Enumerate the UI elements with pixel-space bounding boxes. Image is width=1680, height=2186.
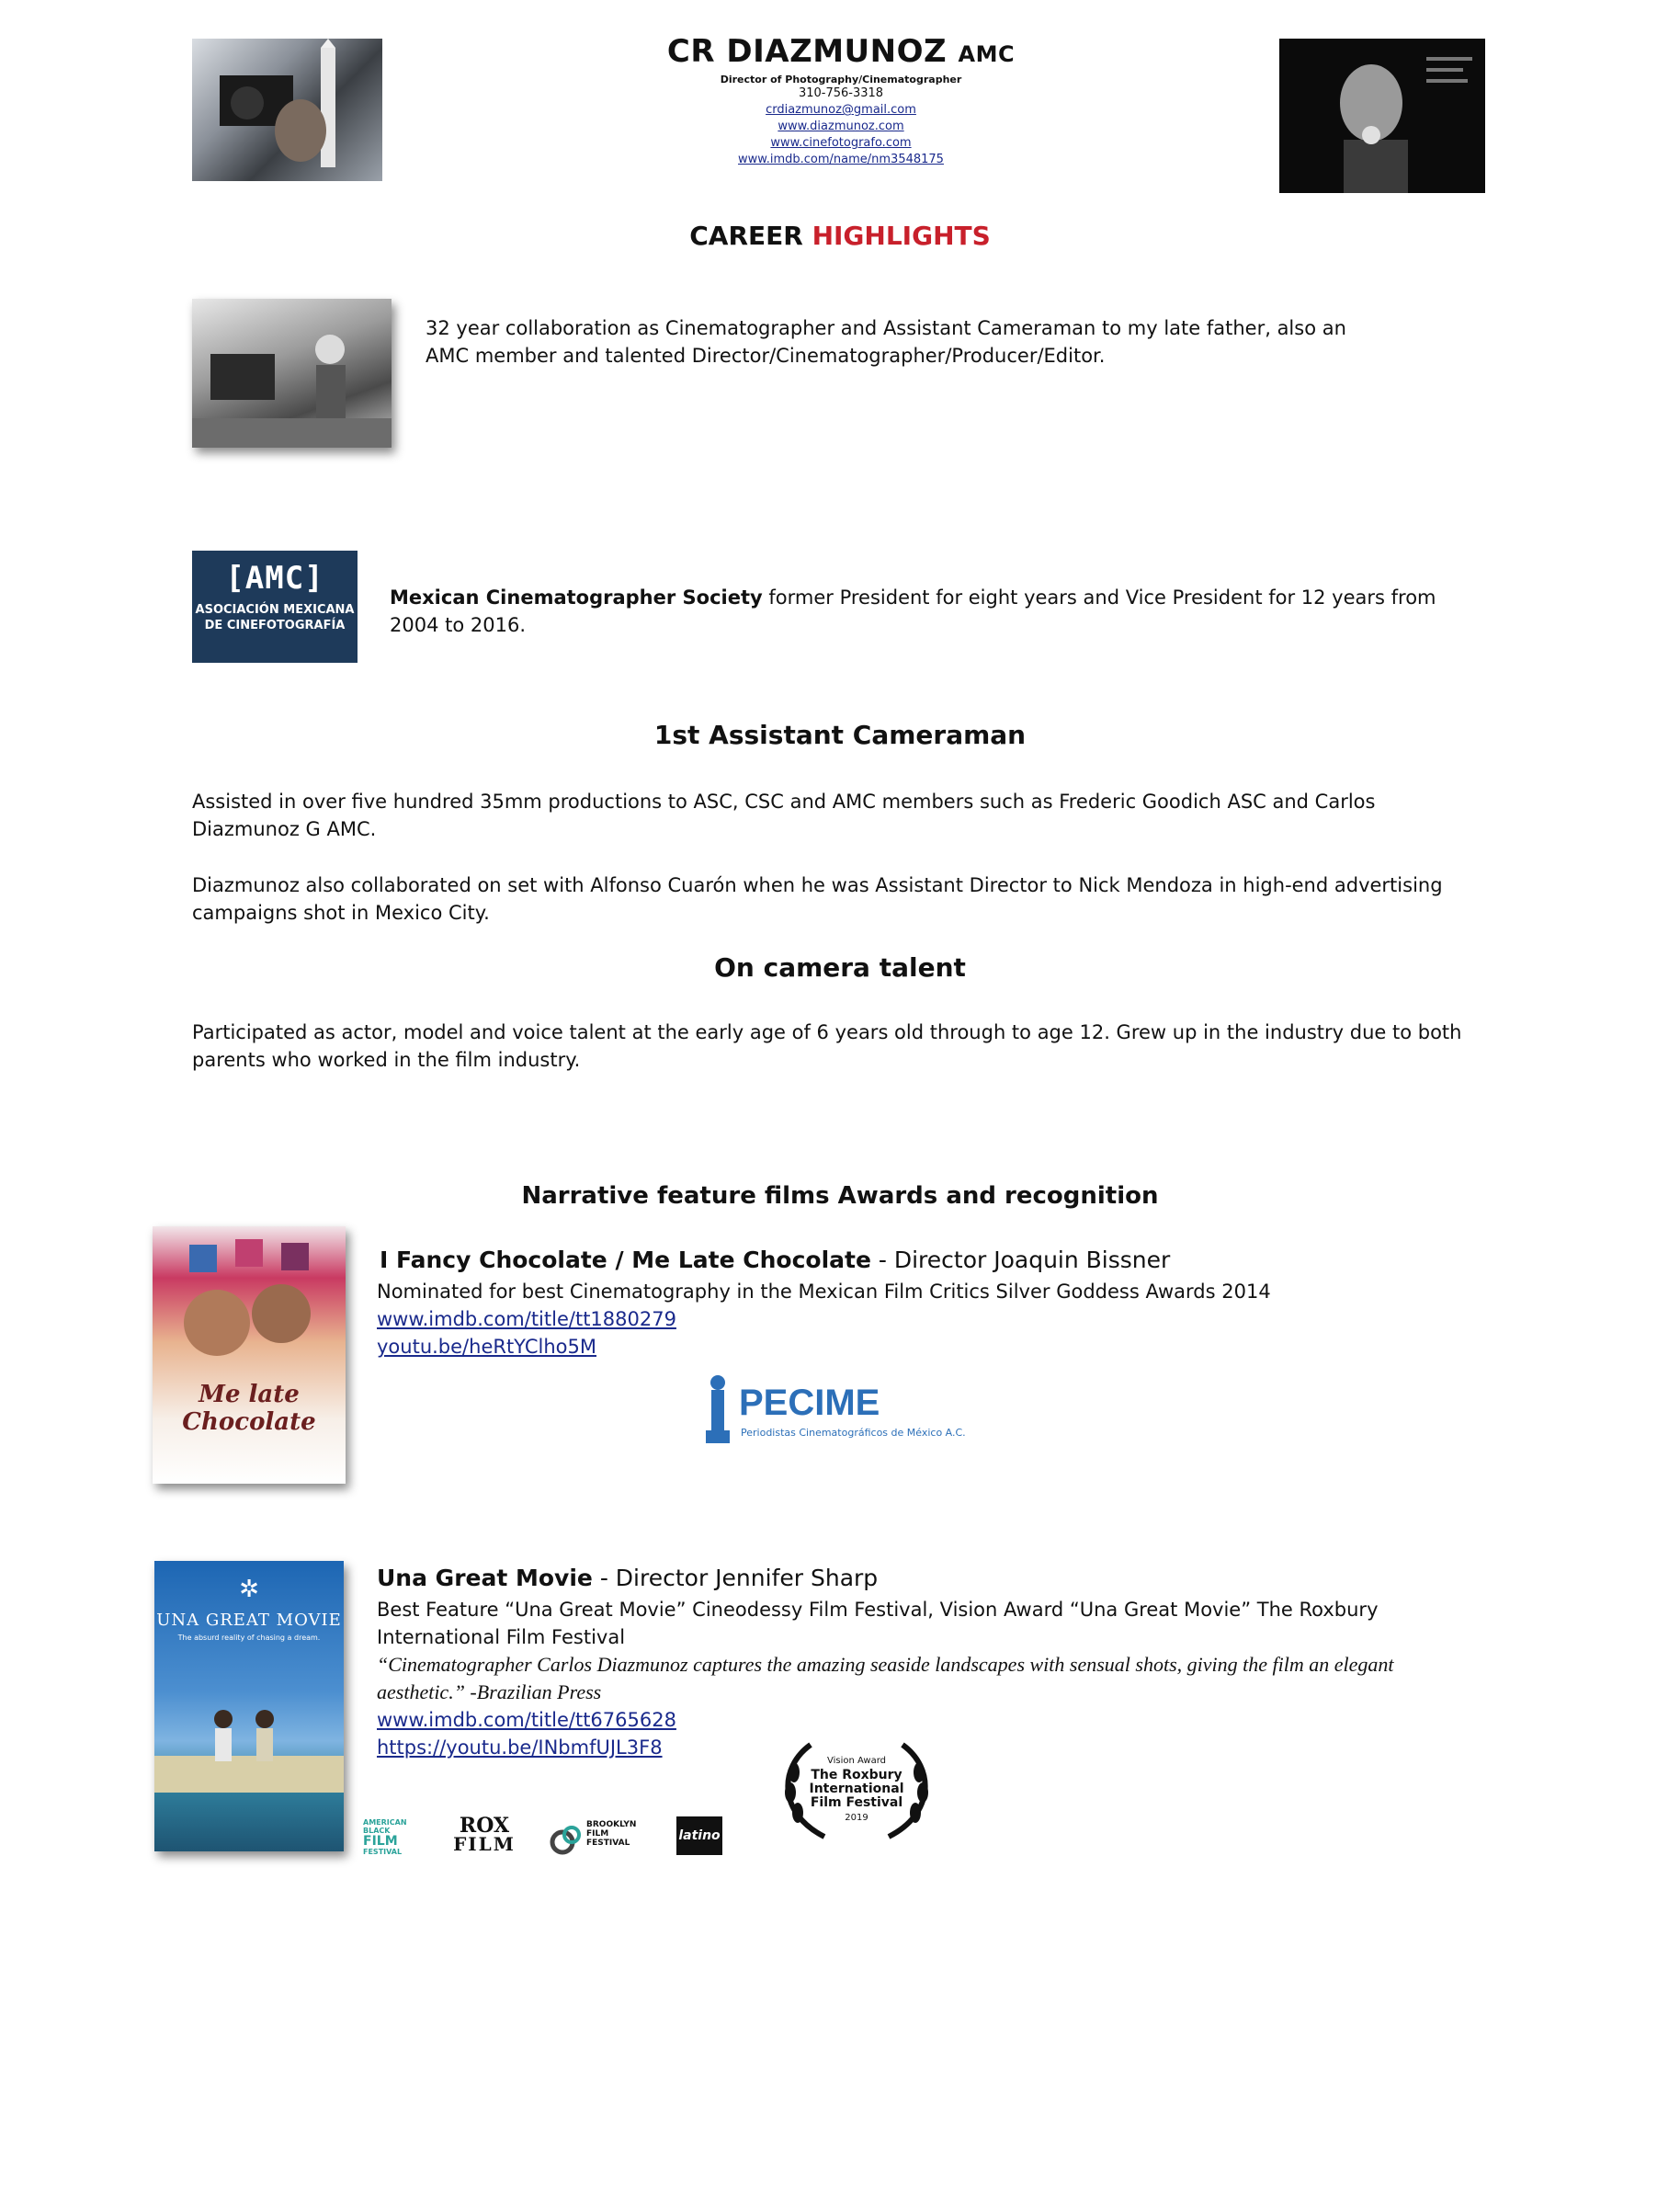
header-phone: 310-756-3318: [798, 86, 884, 100]
assistant-title: 1st Assistant Cameraman: [653, 720, 1027, 750]
rox-line1: ROX: [459, 1814, 510, 1838]
narrative-title: Narrative feature films Awards and recognition: [521, 1182, 1159, 1210]
laurel-line3: International: [809, 1782, 904, 1796]
laurel-line2: The Roxbury: [811, 1768, 902, 1782]
film1-director: - Director Joaquin Bissner: [870, 1247, 1171, 1273]
amc-logo-line1: ASOCIACIÓN MEXICANA: [195, 603, 355, 617]
pecime-logo-sub: Periodistas Cinematográficos de México A.C.: [741, 1427, 966, 1439]
film1-imdb-link[interactable]: www.imdb.com/title/tt1880279: [377, 1308, 676, 1330]
film2-imdb-link[interactable]: www.imdb.com/title/tt6765628: [377, 1709, 676, 1731]
film1-poster: [153, 1226, 346, 1484]
poster-star-icon: ✲: [239, 1576, 259, 1603]
film2-poster: [154, 1561, 344, 1851]
brooklyn-line2: FILM: [586, 1829, 609, 1839]
amc-logo-bracket: [AMC]: [225, 560, 324, 597]
career-title-red: HIGHLIGHTS: [812, 221, 991, 251]
abff-logo: [363, 1818, 420, 1855]
film2-title: Una Great Movie: [377, 1565, 593, 1591]
abff-line2: BLACK: [363, 1827, 391, 1835]
assistant-para2: Diazmunoz also collaborated on set with Alfonso Cuarón when he was Assistant Director to Nick Mendoza in high-end advertising campaigns shot in Mexico City.: [192, 874, 1443, 924]
portrait-photo-icon: [1279, 39, 1485, 193]
pecime-logo: [702, 1372, 969, 1451]
amc-logo: [192, 551, 358, 663]
rox-film-logo: [445, 1816, 524, 1853]
header-name-text: CR DIAZMUNOZ: [666, 33, 948, 70]
brooklyn-line3: FESTIVAL: [586, 1839, 630, 1848]
talent-title: On camera talent: [714, 952, 966, 983]
laurel-year: 2019: [845, 1813, 868, 1823]
brooklyn-logo: [550, 1818, 641, 1859]
film1-poster-art-icon: [153, 1226, 346, 1484]
amc-text-rest: former President for eight years and Vice President for 12 years from 2004 to 2016.: [390, 586, 1436, 636]
film2-quote: “Cinematographer Carlos Diazmunoz captures the amazing seaside landscapes with sensual shots, giving the film an elegant aesthetic.” -Brazilian Press: [377, 1653, 1394, 1703]
brooklyn-line1: BROOKLYN: [586, 1820, 637, 1829]
film2-poster-art-icon: [154, 1673, 344, 1820]
career-highlights-title: [0, 221, 1680, 251]
statuette-icon: [702, 1372, 733, 1451]
film1-heading: [380, 1245, 1482, 1276]
abff-line4: FESTIVAL: [363, 1848, 403, 1856]
abff-line1: AMERICAN: [363, 1818, 407, 1827]
film2-award: Best Feature “Una Great Movie” Cineodessy Film Festival, Vision Award “Una Great Movie” The Roxbury International Film Festival: [377, 1599, 1379, 1648]
film1-award: Nominated for best Cinematography in the Mexican Film Critics Silver Goddess Awards 2014: [377, 1281, 1271, 1303]
film2-youtube-link[interactable]: https://youtu.be/INbmfUJL3F8: [377, 1736, 663, 1759]
amc-logo-line2: DE CINEFOTOGRAFÍA: [204, 619, 346, 632]
header-site1-link[interactable]: www.diazmunoz.com: [778, 120, 904, 133]
film1-youtube-link[interactable]: youtu.be/heRtYClho5M: [377, 1336, 596, 1358]
film-set-photo-icon: [192, 299, 392, 448]
laurel-line4: Film Festival: [810, 1795, 903, 1810]
film2-director: - Director Jennifer Sharp: [592, 1565, 879, 1591]
film2-poster-title: UNA GREAT MOVIE: [156, 1611, 342, 1630]
pecime-logo-text: PECIME: [739, 1383, 880, 1423]
collaboration-text: 32 year collaboration as Cinematographer and Assistant Cameraman to my late father, also an AMC member and talented Director/Cinematographer/Producer/Editor.: [426, 317, 1346, 367]
roxbury-laurel: [774, 1736, 939, 1846]
header-photo-left: [192, 39, 382, 181]
talent-text: Participated as actor, model and voice talent at the early age of 6 years old through to age 12. Grew up in the industry due to both parents who worked in the film industry.: [192, 1021, 1462, 1071]
amc-text-bold: Mexican Cinematographer Society: [390, 586, 763, 609]
laurel-line1: Vision Award: [826, 1756, 887, 1766]
header-photo-right: [1279, 39, 1485, 193]
film2-heading: [377, 1563, 1480, 1594]
header-contact-block: [570, 33, 1112, 168]
film2-poster-sub: The absurd reality of chasing a dream.: [177, 1634, 321, 1642]
header-imdb-link[interactable]: www.imdb.com/name/nm3548175: [738, 153, 944, 166]
collaboration-photo: [192, 299, 392, 448]
header-role: Director of Photography/Cinematographer: [720, 74, 962, 85]
film1-details: [380, 1245, 1482, 1276]
abff-line3: FILM: [363, 1834, 398, 1849]
header-site2-link[interactable]: www.cinefotografo.com: [770, 136, 912, 150]
brooklyn-rings-icon: [550, 1824, 583, 1857]
rox-line2: FILM: [453, 1833, 516, 1855]
film1-poster-title: Me late Chocolate: [182, 1381, 316, 1436]
film1-title: I Fancy Chocolate / Me Late Chocolate: [380, 1247, 871, 1273]
cinematographer-photo-icon: [192, 39, 382, 181]
header-email-link[interactable]: crdiazmunoz@gmail.com: [766, 103, 916, 117]
latino-festival-logo: latino: [676, 1816, 722, 1855]
header-name-suffix: AMC: [958, 41, 1016, 67]
assistant-para1: Assisted in over five hundred 35mm productions to ASC, CSC and AMC members such as Frederic Goodich ASC and Carlos Diazmunoz G AMC.: [192, 791, 1376, 840]
amc-text: [390, 584, 1483, 639]
career-title-black: CAREER: [689, 221, 803, 251]
header-name: [570, 33, 1112, 70]
